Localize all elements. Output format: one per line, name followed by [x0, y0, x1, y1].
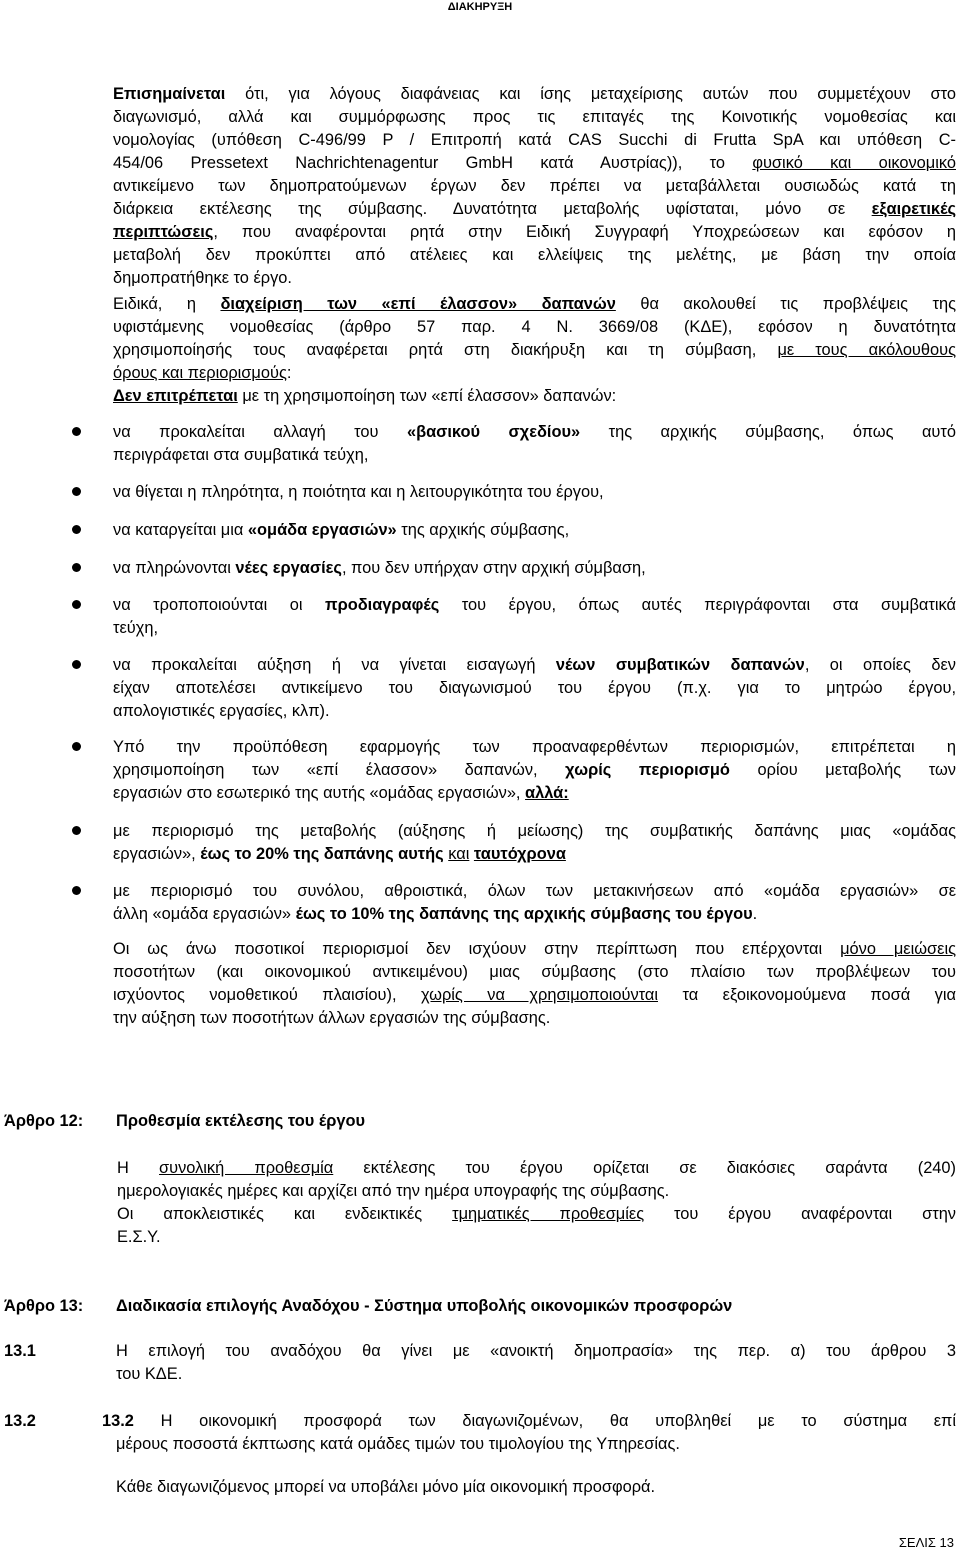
text-line: χρησιμοποίησής τους αναφέρεται ρητά στη διακήρυξη και τη σύμβαση, με τους ακόλουθους [113, 341, 956, 359]
bullet-icon [72, 525, 81, 534]
text-line: Κάθε διαγωνιζόμενος μπορεί να υποβάλει μόνο μία οικονομική προσφορά. [116, 1478, 656, 1496]
bullet-icon [72, 563, 81, 572]
bullet-icon [72, 427, 81, 436]
text-line: του ΚΔΕ. [116, 1365, 183, 1383]
list-item: να προκαλείται αύξηση ή να γίνεται εισαγωγή νέων συμβατικών δαπανών, οι οποίες δεν [113, 656, 956, 674]
bullet-icon [72, 886, 81, 895]
section-number: 13.1 [4, 1342, 36, 1360]
article-title: Προθεσμία εκτέλεσης του έργου [116, 1112, 366, 1130]
text-line: ημερολογιακές ημέρες και αρχίζει από την ημέρα υπογραφής της σύμβασης. [117, 1182, 670, 1200]
text-line: μέρους ποσοστά έκπτωσης κατά ομάδες τιμών του τιμολογίου της Υπηρεσίας. [116, 1435, 680, 1453]
text-line: διαγωνισμό, αλλά και συμμόρφωσης προς τις επιταγές της Κοινοτικής νομοθεσίας και [113, 108, 956, 126]
bullet-icon [72, 826, 81, 835]
document-header: ΔΙΑΚΗΡΥΞΗ [447, 1, 513, 13]
text-line: Δεν επιτρέπεται με τη χρησιμοποίηση των «επί έλασσον» δαπανών: [113, 387, 617, 405]
text-line: αντικείμενο των δημοπρατούμενων έργων δεν πρέπει να μεταβάλλεται ουσιωδώς κατά τη [113, 177, 956, 195]
text-line: μεταβολή δεν προκύπτει από ατέλειες και ελλείψεις της μελέτης, με βάση την οποία [113, 246, 956, 264]
list-item-line: απολογιστικές εργασίες, κλπ). [113, 702, 330, 720]
bullet-icon [72, 487, 81, 496]
list-item-line: εργασιών», έως το 20% της δαπάνης αυτής και ταυτόχρονα [113, 845, 566, 863]
text-line: Ειδικά, η διαχείριση των «επί έλασσον» δαπανών θα ακολουθεί τις προβλέψεις της [113, 295, 956, 313]
text-line: Οι ως άνω ποσοτικοί περιορισμοί δεν ισχύουν στην περίπτωση που επέρχονται μόνο μειώσεις [113, 940, 957, 958]
text-line: υφιστάμενης νομοθεσίας (άρθρο 57 παρ. 4 Ν. 3669/08 (ΚΔΕ), εφόσον η δυνατότητα [113, 318, 956, 336]
text-line: νομολογίας (υπόθεση C-496/99 P / Επιτροπή κατά CAS Succhi di Frutta SpA και υπόθεση C- [113, 131, 956, 149]
bullet-icon [72, 742, 81, 751]
text-line: Η επιλογή του αναδόχου θα γίνει με «ανοικτή δημοπρασία» της περ. α) του άρθρου 3 [116, 1342, 956, 1360]
text-line: Επισημαίνεται ότι, για λόγους διαφάνειας και ίσης μεταχείρισης αυτών που συμμετέχουν στο [113, 85, 956, 103]
text-line: δημοπρατήθηκε το έργο. [113, 269, 292, 287]
list-item-line: εργασιών στο εσωτερικό της αυτής «ομάδας εργασιών», αλλά: [113, 784, 569, 802]
article-label: Άρθρο 12: [4, 1112, 84, 1130]
list-item: με περιορισμό της μεταβολής (αύξησης ή μείωσης) της συμβατικής δαπάνης μιας «ομάδας [113, 822, 956, 840]
list-item: να πληρώνονται νέες εργασίες, που δεν υπήρχαν στην αρχική σύμβαση, [113, 559, 646, 577]
article-label: Άρθρο 13: [4, 1297, 84, 1315]
text-line: διάρκεια εκτέλεσης της σύμβασης. Δυνατότητα μεταβολής υφίσταται, μόνο σε εξαιρετικές [113, 200, 956, 218]
list-item-line: περιγράφεται στα συμβατικά τεύχη, [113, 446, 369, 464]
text-line: Οι αποκλειστικές και ενδεικτικές τμηματικές προθεσμίες του έργου αναφέρονται στην [117, 1205, 957, 1223]
list-item: να καταργείται μια «ομάδα εργασιών» της αρχικής σύμβασης, [113, 521, 570, 539]
list-item: να θίγεται η πληρότητα, η ποιότητα και η λειτουργικότητα του έργου, [113, 483, 604, 501]
list-item: Υπό την προϋπόθεση εφαρμογής των προαναφερθέντων περιορισμών, επιτρέπεται η [113, 738, 956, 756]
bullet-icon [72, 660, 81, 669]
list-item-line: τεύχη, [113, 619, 159, 637]
text-line: ισχύοντος νομοθετικού πλαισίου), χωρίς να χρησιμοποιούνται τα εξοικονομούμενα ποσά για [113, 986, 956, 1004]
list-item: να τροποποιούνται οι προδιαγραφές του έργου, όπως αυτές περιγράφονται στα συμβατικά [113, 596, 956, 614]
list-item-line: είχαν αποτελέσει αντικείμενο του διαγωνισμού του έργου (π.χ. για το μητρώο έργου, [113, 679, 956, 697]
text-line: 454/06 Pressetext Nachrichtenagentur GmbH κατά Αυστρίας)), το φυσικό και οικονομικό [113, 154, 956, 172]
article-title: Διαδικασία επιλογής Αναδόχου - Σύστημα υποβολής οικονομικών προσφορών [116, 1297, 733, 1315]
text-line: Η συνολική προθεσμία εκτέλεσης του έργου ορίζεται σε διακόσιες σαράντα (240) [117, 1159, 956, 1177]
text-line: την αύξηση των ποσοτήτων άλλων εργασιών της σύμβασης. [113, 1009, 551, 1027]
list-item: να προκαλείται αλλαγή του «βασικού σχεδίου» της αρχικής σύμβασης, όπως αυτό [113, 423, 956, 441]
list-item: με περιορισμό του συνόλου, αθροιστικά, όλων των μετακινήσεων από «ομάδα εργασιών» σε [113, 882, 956, 900]
text-line: ποσοτήτων (και οικονομικού αντικειμένου) μιας σύμβασης (στο πλαίσιο των προβλέψεων του [113, 963, 956, 981]
page-number: ΣΕΛΙΣ 13 [898, 1535, 954, 1550]
bullet-icon [72, 600, 81, 609]
text-line: 13.2 Η οικονομική προσφορά των διαγωνιζομένων, θα υποβληθεί με το σύστημα επί [102, 1412, 956, 1430]
list-item-line: άλλη «ομάδα εργασιών» έως το 10% της δαπάνης της αρχικής σύμβασης του έργου. [113, 905, 758, 923]
section-number: 13.2 [4, 1412, 36, 1430]
list-item-line: χρησιμοποίηση των «επί έλασσον» δαπανών, χωρίς περιορισμό ορίου μεταβολής των [113, 761, 956, 779]
text-line: περιπτώσεις, που αναφέρονται ρητά στην Ειδική Συγγραφή Υποχρεώσεων και εφόσον η [113, 223, 956, 241]
text-line: Ε.Σ.Υ. [117, 1228, 161, 1246]
text-line: όρους και περιορισμούς: [113, 364, 292, 382]
